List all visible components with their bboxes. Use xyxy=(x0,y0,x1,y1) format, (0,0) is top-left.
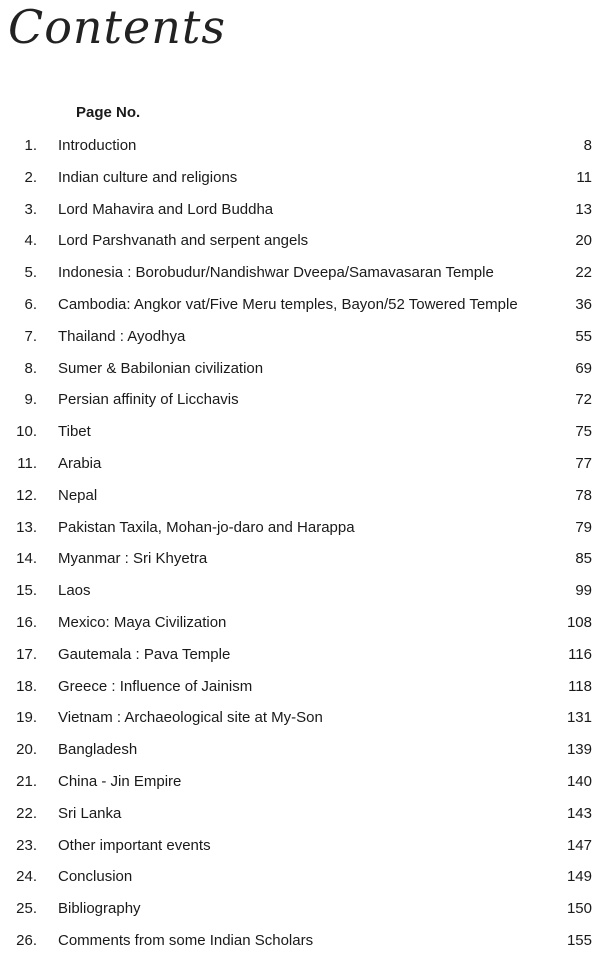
toc-entry[interactable] xyxy=(0,830,600,862)
toc-entry[interactable] xyxy=(0,384,600,416)
toc-entry[interactable] xyxy=(0,702,600,734)
entry-page-number: 22 xyxy=(575,264,592,282)
entry-title: Mexico: Maya Civilization xyxy=(58,613,227,631)
entry-page-number: 150 xyxy=(566,900,592,918)
entry-number: 7. xyxy=(24,327,37,345)
entry-page-number: 155 xyxy=(566,931,592,949)
toc-entry[interactable] xyxy=(0,353,600,385)
entry-title: Conclusion xyxy=(58,868,133,886)
entry-title: Sri Lanka xyxy=(58,804,122,822)
entry-title: Greece : Influence of Jainism xyxy=(58,677,253,695)
entry-title: Gautemala : Pava Temple xyxy=(58,645,231,663)
entry-page-number: 143 xyxy=(566,804,592,822)
toc-entry[interactable] xyxy=(0,130,600,162)
entry-title: China - Jin Empire xyxy=(58,772,182,790)
entry-title: Indonesia : Borobudur/Nandishwar Dveepa/Samavasaran Temple xyxy=(58,264,494,282)
toc-entry[interactable] xyxy=(0,671,600,703)
entry-number: 13. xyxy=(16,518,37,536)
entry-title: Thailand : Ayodhya xyxy=(58,327,186,345)
entry-title: Laos xyxy=(58,582,91,600)
toc-entry[interactable] xyxy=(0,766,600,798)
toc-entry[interactable] xyxy=(0,225,600,257)
entry-number: 17. xyxy=(16,645,37,663)
entry-title: Vietnam : Archaeological site at My-Son xyxy=(58,709,323,727)
page-number-column-header: Page No. xyxy=(76,104,141,121)
toc-entry[interactable] xyxy=(0,734,600,766)
entry-number: 15. xyxy=(16,582,37,600)
toc-entry[interactable] xyxy=(0,480,600,512)
entry-page-number: 78 xyxy=(575,486,592,504)
toc-entry[interactable] xyxy=(0,448,600,480)
entry-page-number: 147 xyxy=(566,836,592,854)
entry-title: Bibliography xyxy=(58,900,141,918)
toc-entry[interactable] xyxy=(0,575,600,607)
entry-page-number: 149 xyxy=(566,868,592,886)
entry-page-number: 139 xyxy=(566,741,592,759)
entry-number: 12. xyxy=(16,486,37,504)
entry-page-number: 8 xyxy=(583,137,592,154)
toc-entry[interactable] xyxy=(0,543,600,575)
entry-page-number: 72 xyxy=(575,391,592,409)
entry-page-number: 118 xyxy=(568,677,592,695)
toc-entry[interactable] xyxy=(0,257,600,289)
entry-number: 24. xyxy=(16,868,37,886)
entry-page-number: 99 xyxy=(575,582,592,600)
page-title: Contents xyxy=(8,0,226,54)
entry-number: 3. xyxy=(24,200,37,218)
entry-number: 6. xyxy=(24,295,37,313)
entry-page-number: 79 xyxy=(575,518,592,536)
toc-entry[interactable] xyxy=(0,639,600,671)
entry-page-number: 13 xyxy=(575,200,592,218)
entry-title: Cambodia: Angkor vat/Five Meru temples, Bayon/52 Towered Temple xyxy=(58,295,518,313)
entry-title: Pakistan Taxila, Mohan-jo-daro and Harappa xyxy=(58,518,355,536)
toc-entry[interactable] xyxy=(0,194,600,226)
entry-title: Lord Parshvanath and serpent angels xyxy=(58,232,309,250)
entry-page-number: 11 xyxy=(576,168,592,186)
entry-title: Nepal xyxy=(58,486,98,504)
entry-page-number: 55 xyxy=(575,327,592,345)
entry-number: 23. xyxy=(16,836,37,854)
toc-entry[interactable] xyxy=(0,289,600,321)
entry-title: Lord Mahavira and Lord Buddha xyxy=(58,200,274,218)
toc-entry[interactable] xyxy=(0,162,600,194)
entry-number: 5. xyxy=(24,264,37,282)
entry-page-number: 75 xyxy=(575,423,592,441)
entry-number: 14. xyxy=(16,550,37,568)
entry-number: 26. xyxy=(16,931,37,949)
entry-number: 8. xyxy=(24,359,37,377)
entry-number: 11. xyxy=(17,454,37,472)
entry-number: 21. xyxy=(16,772,37,790)
entry-number: 25. xyxy=(16,900,37,918)
entry-title: Comments from some Indian Scholars xyxy=(58,931,314,949)
entry-title: Introduction xyxy=(58,137,137,154)
toc-entry[interactable] xyxy=(0,861,600,893)
toc-entry[interactable] xyxy=(0,925,600,957)
entry-number: 16. xyxy=(16,613,37,631)
entry-page-number: 131 xyxy=(566,709,592,727)
entry-title: Indian culture and religions xyxy=(58,168,238,186)
table-of-contents xyxy=(0,130,600,957)
entry-title: Tibet xyxy=(58,423,91,441)
entry-number: 22. xyxy=(16,804,37,822)
entry-number: 10. xyxy=(16,423,37,441)
entry-title: Sumer & Babilonian civilization xyxy=(58,359,264,377)
entry-page-number: 69 xyxy=(575,359,592,377)
entry-title: Other important events xyxy=(58,836,211,854)
entry-number: 9. xyxy=(24,391,37,409)
entry-page-number: 116 xyxy=(568,645,592,663)
toc-entry[interactable] xyxy=(0,512,600,544)
entry-page-number: 140 xyxy=(566,772,592,790)
entry-number: 2. xyxy=(24,168,37,186)
entry-page-number: 85 xyxy=(575,550,592,568)
entry-title: Bangladesh xyxy=(58,741,138,759)
toc-entry[interactable] xyxy=(0,893,600,925)
entry-page-number: 20 xyxy=(575,232,592,250)
entry-number: 20. xyxy=(16,741,37,759)
toc-entry[interactable] xyxy=(0,321,600,353)
entry-number: 18. xyxy=(16,677,37,695)
toc-entry[interactable] xyxy=(0,416,600,448)
entry-page-number: 108 xyxy=(566,613,592,631)
entry-title: Myanmar : Sri Khyetra xyxy=(58,550,208,568)
toc-entry[interactable] xyxy=(0,798,600,830)
entry-page-number: 36 xyxy=(575,295,592,313)
entry-number: 19. xyxy=(16,709,37,727)
entry-title: Arabia xyxy=(58,454,102,472)
entry-number: 4. xyxy=(24,232,37,250)
entry-number: 1. xyxy=(24,137,37,154)
entry-page-number: 77 xyxy=(575,454,592,472)
entry-title: Persian affinity of Licchavis xyxy=(58,391,239,409)
toc-entry[interactable] xyxy=(0,607,600,639)
